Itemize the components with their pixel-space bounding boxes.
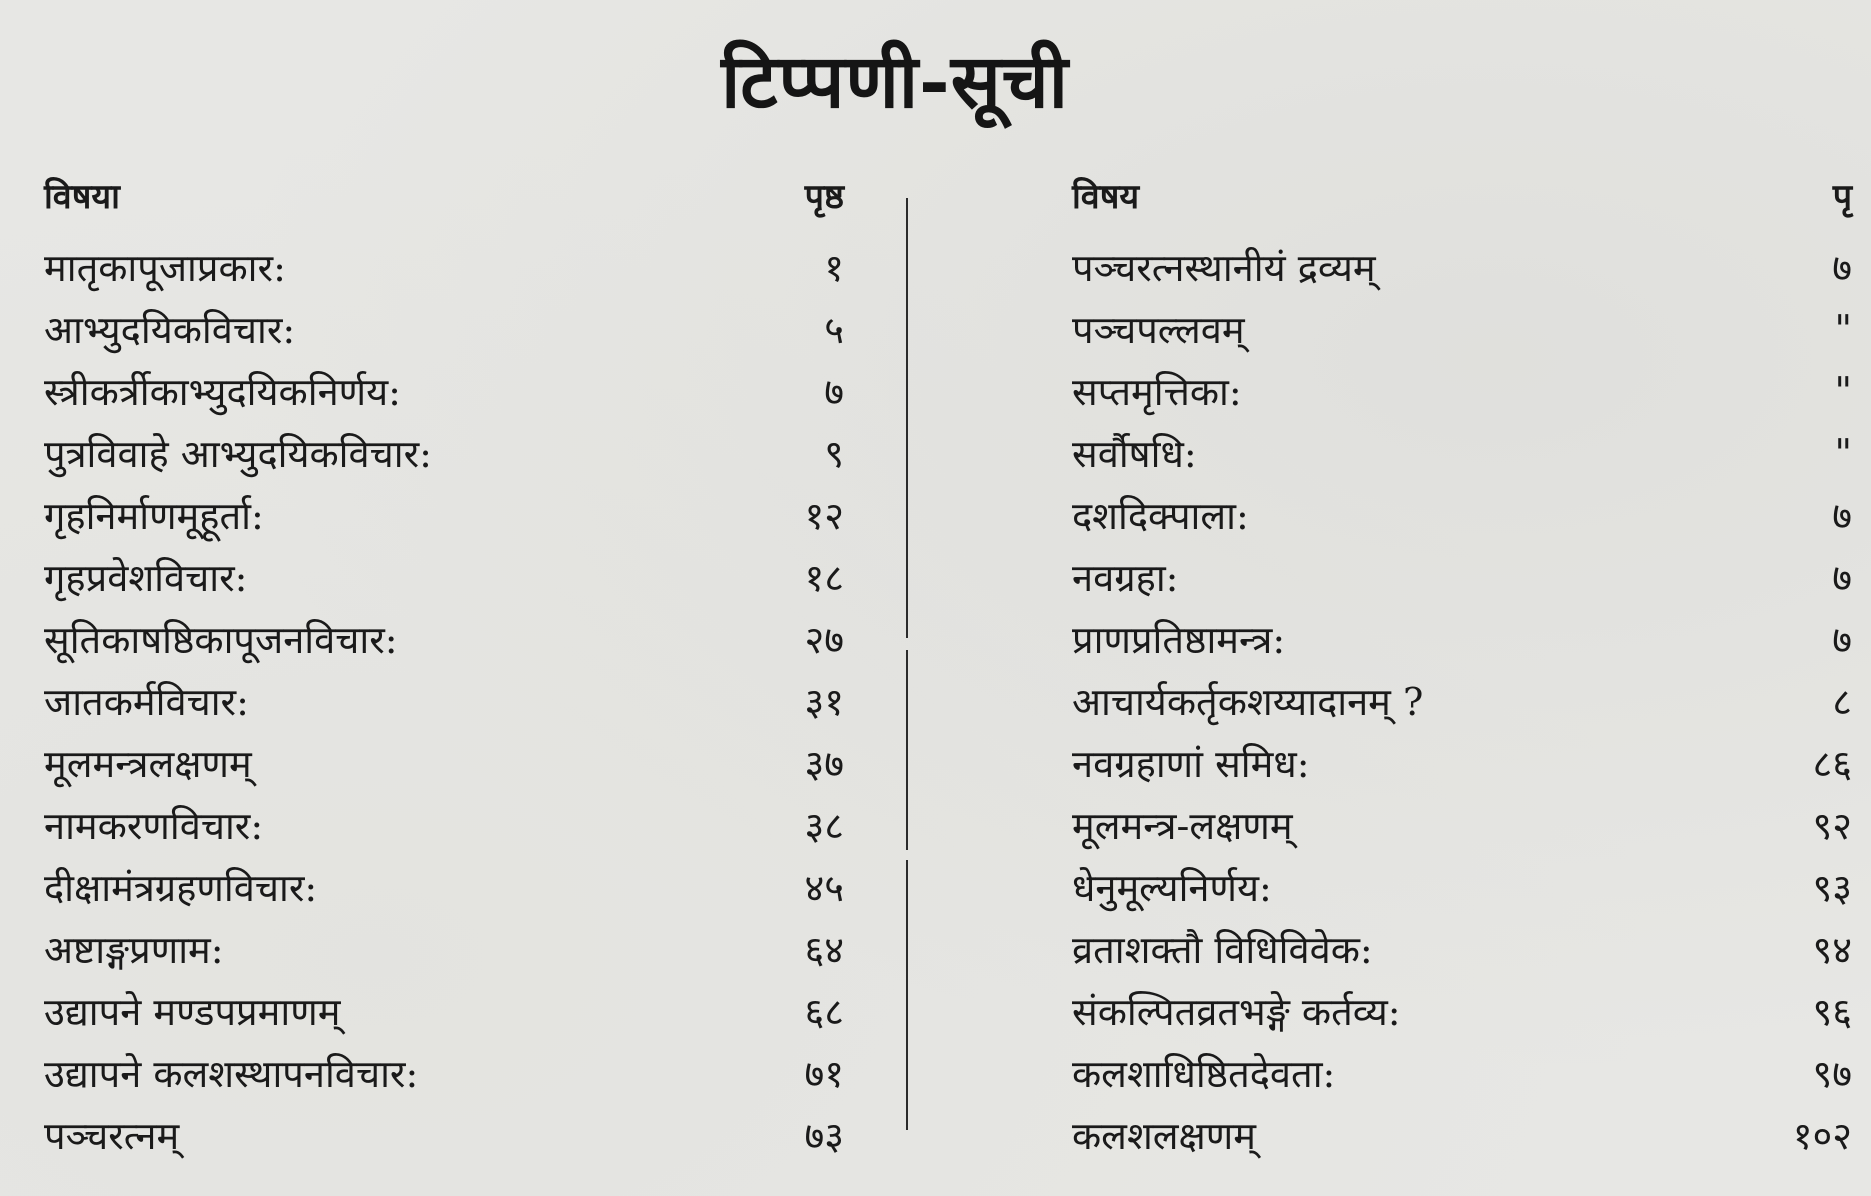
entry-subject: दीक्षामंत्रग्रहणविचार: [44, 866, 318, 910]
entry-subject: कलशाधिष्ठितदेवता: [1072, 1052, 1336, 1096]
index-entry [44, 980, 844, 1042]
entry-page-number: " [1834, 369, 1852, 413]
index-entry [1072, 608, 1852, 670]
entry-subject: आचार्यकर्तृकशय्यादानम् ? [1072, 680, 1424, 724]
entry-subject: सप्तमृत्तिका: [1072, 370, 1242, 414]
entry-page-number: ६८ [804, 990, 844, 1034]
entry-page-number: ५ [824, 308, 844, 352]
index-entry [1072, 298, 1852, 360]
entry-page-number: ९३ [1812, 866, 1852, 910]
entry-subject: पुत्रविवाहे आभ्युदयिकविचार: [44, 432, 432, 476]
entry-subject: मातृकापूजाप्रकार: [44, 246, 286, 290]
right-entries [1072, 236, 1852, 1166]
entry-subject: सर्वौषधि: [1072, 432, 1197, 476]
entry-subject: पञ्चरत्नम् [44, 1114, 180, 1158]
entry-page-number: ७ [1832, 246, 1852, 290]
entry-subject: कलशलक्षणम् [1072, 1114, 1256, 1158]
entry-page-number: १२ [804, 494, 844, 538]
entry-subject: दशदिक्पाला: [1072, 494, 1249, 538]
entry-page-number: ९६ [1812, 990, 1852, 1034]
entry-subject: नामकरणविचार: [44, 804, 264, 848]
index-entry [44, 794, 844, 856]
right-index-column [1072, 172, 1852, 1166]
index-entry [1072, 732, 1852, 794]
entry-subject: पञ्चपल्लवम् [1072, 308, 1245, 352]
index-entry [44, 1104, 844, 1166]
entry-page-number: ८६ [1812, 742, 1852, 786]
index-entry [1072, 794, 1852, 856]
index-entry [44, 670, 844, 732]
entry-page-number: १०२ [1792, 1114, 1852, 1158]
entry-subject: धेनुमूल्यनिर्णय: [1072, 866, 1272, 910]
column-divider [906, 860, 908, 1130]
entry-page-number: " [1834, 431, 1852, 475]
entry-subject: गृहनिर्माणमूहूर्ता: [44, 494, 264, 538]
entry-subject: उद्यापने मण्डपप्रमाणम् [44, 990, 341, 1034]
index-entry [44, 856, 844, 918]
entry-page-number: २७ [804, 618, 844, 662]
entry-page-number: ७ [824, 370, 844, 414]
entry-subject: जातकर्मविचार: [44, 680, 249, 724]
entry-subject: नवग्रहा: [1072, 556, 1179, 600]
right-subject-header: विषय [1072, 177, 1140, 217]
column-divider [906, 198, 908, 638]
entry-subject: सूतिकाषष्ठिकापूजनविचार: [44, 618, 398, 662]
entry-page-number: ३७ [804, 742, 844, 786]
index-entry [1072, 546, 1852, 608]
entry-page-number: ३१ [804, 680, 844, 724]
entry-page-number: ७१ [804, 1052, 844, 1096]
page-title: टिप्पणी-सूची [721, 39, 1069, 125]
entry-subject: संकल्पितव्रतभङ्गे कर्तव्य: [1072, 990, 1401, 1034]
entry-page-number: ९७ [1812, 1052, 1852, 1096]
entry-subject: स्त्रीकर्त्रीकाभ्युदयिकनिर्णय: [44, 370, 401, 414]
entry-page-number: १ [824, 246, 844, 290]
index-entry [1072, 422, 1852, 484]
entry-subject: पञ्चरत्नस्थानीयं द्रव्यम् [1072, 246, 1376, 290]
index-entry [44, 422, 844, 484]
index-entry [44, 360, 844, 422]
index-entry [44, 484, 844, 546]
entry-page-number: ७ [1832, 618, 1852, 662]
index-entry [1072, 670, 1852, 732]
left-page-header: पृष्ठ [804, 177, 844, 217]
index-entry [44, 1042, 844, 1104]
entry-subject: प्राणप्रतिष्ठामन्त्र: [1072, 618, 1286, 662]
left-subject-header: विषया [44, 177, 120, 217]
entry-subject: नवग्रहाणां समिध: [1072, 742, 1310, 786]
entry-page-number: ७ [1832, 556, 1852, 600]
entry-subject: उद्यापने कलशस्थापनविचार: [44, 1052, 419, 1096]
left-header-row [44, 172, 844, 236]
entry-page-number: ७३ [804, 1114, 844, 1158]
entry-page-number: ७ [1832, 494, 1852, 538]
entry-page-number: ३८ [804, 804, 844, 848]
index-entry [44, 918, 844, 980]
entry-subject: गृहप्रवेशविचार: [44, 556, 248, 600]
left-entries [44, 236, 844, 1166]
index-entry [44, 546, 844, 608]
index-entry [1072, 1104, 1852, 1166]
index-entry [1072, 1042, 1852, 1104]
right-header-row [1072, 172, 1852, 236]
entry-page-number: ९२ [1812, 804, 1852, 848]
entry-page-number: ६४ [804, 928, 844, 972]
entry-subject: व्रताशक्तौ विधिविवेक: [1072, 928, 1373, 972]
entry-page-number: ४५ [804, 866, 844, 910]
entry-subject: मूलमन्त्र-लक्षणम् [1072, 804, 1293, 848]
entry-subject: अष्टाङ्गप्रणाम: [44, 928, 224, 972]
index-entry [1072, 360, 1852, 422]
left-index-column [44, 172, 844, 1166]
entry-page-number: ८ [1832, 680, 1852, 724]
index-entry [44, 236, 844, 298]
index-entry [1072, 980, 1852, 1042]
index-entry [44, 608, 844, 670]
entry-page-number: ९ [824, 432, 844, 476]
index-entry [1072, 856, 1852, 918]
index-entry [1072, 236, 1852, 298]
index-entry [1072, 918, 1852, 980]
column-divider [906, 650, 908, 850]
entry-page-number: " [1834, 307, 1852, 351]
index-entry [44, 298, 844, 360]
entry-subject: मूलमन्त्रलक्षणम् [44, 742, 252, 786]
right-page-header: पृ [1832, 177, 1852, 217]
index-entry [1072, 484, 1852, 546]
entry-subject: आभ्युदयिकविचार: [44, 308, 296, 352]
entry-page-number: १८ [804, 556, 844, 600]
entry-page-number: ९४ [1812, 928, 1852, 972]
index-entry [44, 732, 844, 794]
